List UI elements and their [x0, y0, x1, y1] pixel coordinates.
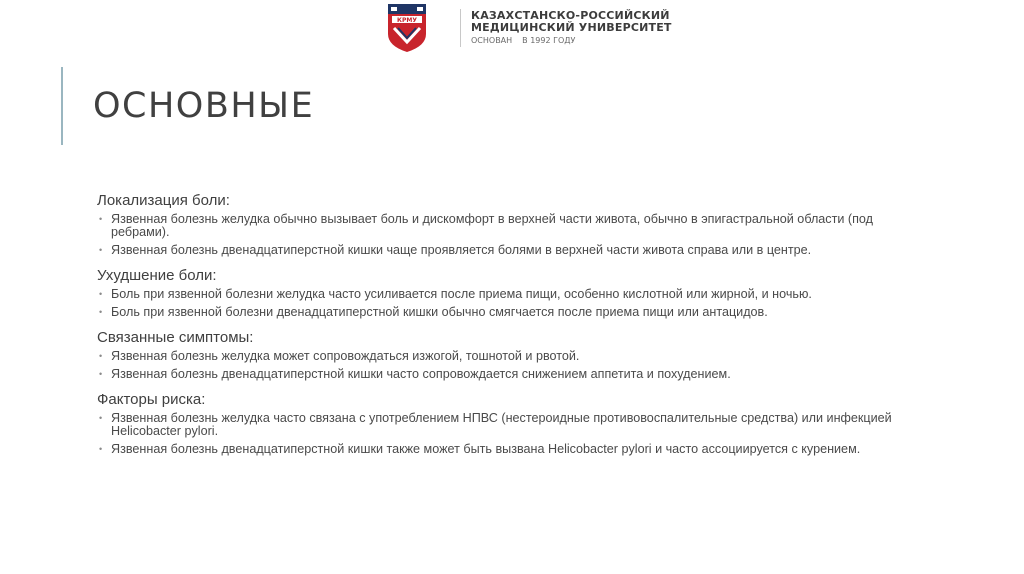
university-name-line1: КАЗАХСТАНСКО-РОССИЙСКИЙ — [471, 8, 670, 22]
university-name-line2: МЕДИЦИНСКИЙ УНИВЕРСИТЕТ — [471, 20, 672, 34]
list-item — [97, 350, 897, 363]
section-pain-worsening — [97, 267, 897, 319]
list-item — [97, 412, 897, 438]
title-accent-line — [61, 67, 63, 145]
bullet-text: Боль при язвенной болезни двенадцатиперстной кишки обычно смягчается после приема пищи или антацидов. — [111, 305, 768, 319]
bullet-text: Язвенная болезнь двенадцатиперстной кишки также может быть вызвана Helicobacter pylori и часто ассоциируется с курением. — [111, 442, 861, 456]
bullet-list — [97, 350, 897, 381]
bullet-text: Язвенная болезнь желудка может сопровождаться изжогой, тошнотой и рвотой. — [111, 349, 580, 363]
bullet-icon: • — [99, 369, 103, 379]
section-heading: Факторы риска: — [97, 391, 206, 408]
section-risk-factors — [97, 391, 897, 456]
list-item — [97, 443, 897, 456]
bullet-icon: • — [99, 351, 103, 361]
list-item — [97, 244, 897, 257]
section-heading: Связанные симптомы: — [97, 329, 254, 346]
bullet-icon: • — [99, 214, 103, 224]
bullet-icon: • — [99, 444, 103, 454]
bullet-icon: • — [99, 307, 103, 317]
list-item — [97, 306, 897, 319]
slide-content — [97, 192, 897, 466]
bullet-text: Язвенная болезнь двенадцатиперстной кишки часто сопровождается снижением аппетита и похудением. — [111, 367, 731, 381]
bullet-text: Боль при язвенной болезни желудка часто усиливается после приема пищи, особенно кислотной или жирной, и ночью. — [111, 287, 812, 301]
founded-text — [471, 35, 672, 47]
logo-badge-text: КРМУ — [397, 17, 417, 24]
list-item — [97, 368, 897, 381]
founded-year: В 1992 ГОДУ — [522, 35, 576, 45]
logo-divider — [460, 9, 461, 47]
bullet-text: Язвенная болезнь желудка часто связана с употреблением НПВС (нестероидные противовоспалительные средства) или инфекцией Helicobacter pylori. — [111, 411, 892, 438]
bullet-list — [97, 412, 897, 456]
section-heading: Локализация боли: — [97, 192, 230, 209]
university-logo — [388, 4, 672, 52]
bullet-icon: • — [99, 245, 103, 255]
bullet-list — [97, 213, 897, 257]
list-item — [97, 288, 897, 301]
bullet-text: Язвенная болезнь желудка обычно вызывает боль и дискомфорт в верхней части живота, обычно в эпигастральной области (под ребрами). — [111, 212, 873, 239]
logo-text — [471, 10, 672, 47]
bullet-icon: • — [99, 289, 103, 299]
shield-emblem-icon — [388, 4, 426, 52]
list-item — [97, 213, 897, 239]
bullet-text: Язвенная болезнь двенадцатиперстной кишки чаще проявляется болями в верхней части живота справа или в центре. — [111, 243, 812, 257]
section-related-symptoms — [97, 329, 897, 381]
slide-title: ОСНОВНЫЕ — [93, 86, 315, 126]
bullet-list — [97, 288, 897, 319]
section-pain-localization — [97, 192, 897, 257]
bullet-icon: • — [99, 413, 103, 423]
section-heading: Ухудшение боли: — [97, 267, 217, 284]
founded-label: ОСНОВАН — [471, 35, 513, 45]
